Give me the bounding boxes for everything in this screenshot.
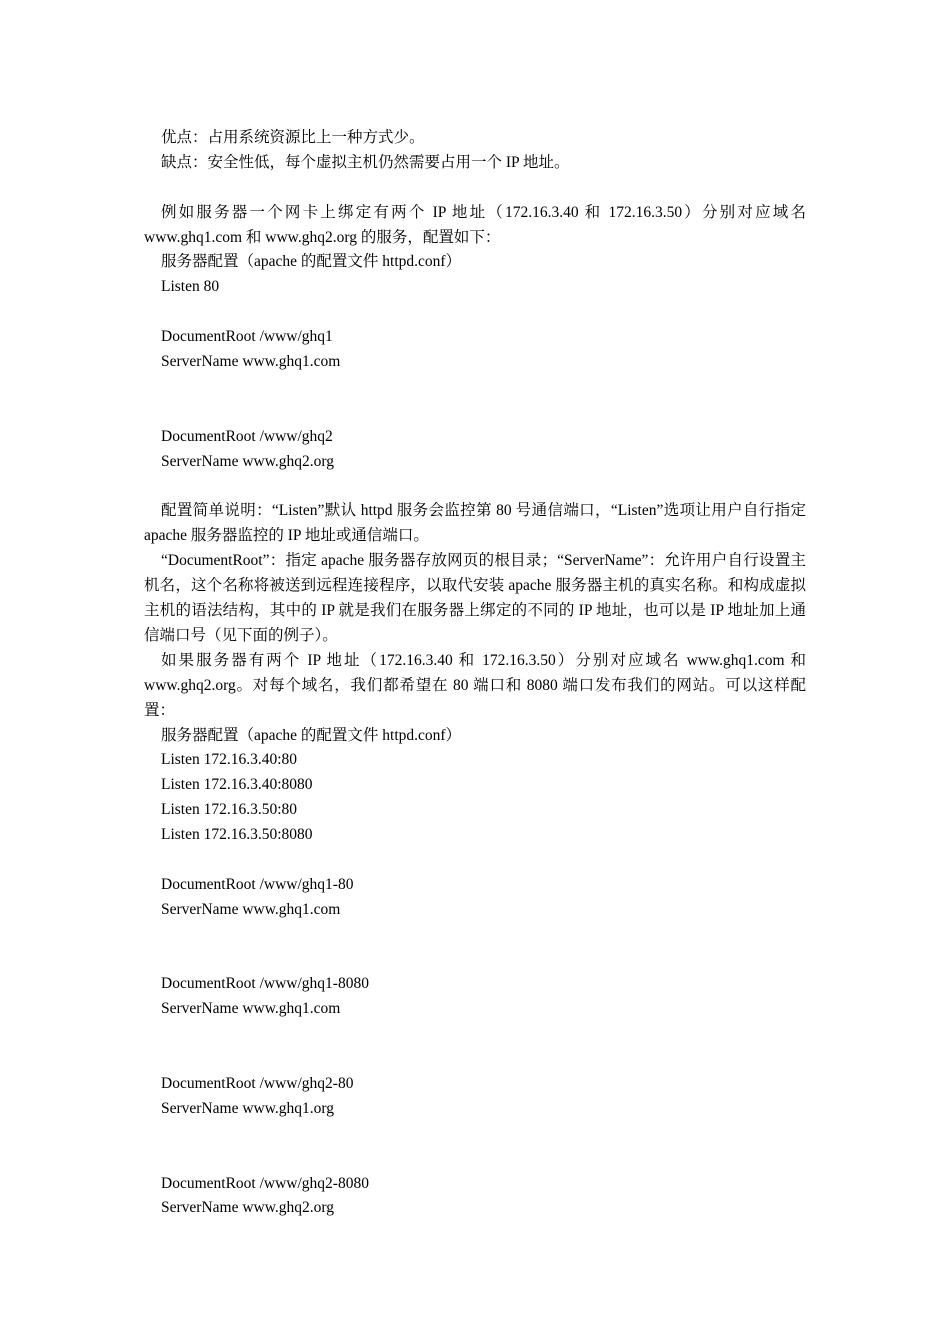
config-line: Listen 172.16.3.40:80 bbox=[161, 751, 298, 769]
config-line: ServerName www.ghq2.org bbox=[161, 1199, 335, 1217]
blank-line bbox=[144, 475, 806, 500]
blank-line bbox=[144, 948, 806, 973]
blank-line bbox=[144, 176, 806, 201]
blank-line bbox=[144, 923, 806, 948]
blank-line bbox=[144, 848, 806, 873]
blank-line bbox=[144, 1147, 806, 1172]
config-line: DocumentRoot /www/ghq2-80 bbox=[161, 1075, 354, 1093]
config-heading: 服务器配置（apache 的配置文件 httpd.conf） bbox=[161, 253, 462, 271]
config-line: ServerName www.ghq1.com bbox=[161, 1000, 341, 1018]
config-line: DocumentRoot /www/ghq1-80 bbox=[161, 875, 354, 893]
config-line: ServerName www.ghq2.org bbox=[161, 452, 335, 470]
cons-line: 缺点：安全性低，每个虚拟主机仍然需要占用一个 IP 地址。 bbox=[161, 153, 570, 171]
document-page bbox=[144, 126, 806, 1221]
explain-docroot: “DocumentRoot”：指定 apache 服务器存放网页的根目录；“ServerName”：允许用户自行设置主机名，这个名称将被送到远程连接程序，以取代安装 apache 服务器主机的真实名称。和构成虚拟主机的语法结构，其中的 IP 就是我们在服务器上绑定的不同的 IP 地址，也可以是 IP 地址加上通信端口号（见下面的例子）。 bbox=[144, 552, 806, 644]
blank-line bbox=[144, 1022, 806, 1047]
config-line: Listen 172.16.3.50:8080 bbox=[161, 826, 313, 844]
blank-line bbox=[144, 1047, 806, 1072]
config-line: Listen 172.16.3.40:8080 bbox=[161, 776, 313, 794]
blank-line bbox=[144, 375, 806, 400]
example2-intro: 如果服务器有两个 IP 地址（172.16.3.40 和 172.16.3.50）分别对应域名 www.ghq1.com 和 www.ghq2.org。对每个域名，我们都希望在 80 端口和 8080 端口发布我们的网站。可以这样配置： bbox=[144, 651, 806, 719]
config-line: Listen 80 bbox=[161, 278, 220, 296]
config-line: DocumentRoot /www/ghq1-8080 bbox=[161, 975, 369, 993]
pros-line: 优点：占用系统资源比上一种方式少。 bbox=[161, 129, 425, 146]
explain-listen: 配置简单说明：“Listen”默认 httpd 服务会监控第 80 号通信端口，“Listen”选项让用户自行指定 apache 服务器监控的 IP 地址或通信端口。 bbox=[144, 502, 806, 545]
blank-line bbox=[144, 400, 806, 425]
blank-line bbox=[144, 300, 806, 325]
config-heading: 服务器配置（apache 的配置文件 httpd.conf） bbox=[161, 726, 462, 744]
config-line: ServerName www.ghq1.com bbox=[161, 353, 341, 371]
config-line: DocumentRoot /www/ghq2-8080 bbox=[161, 1174, 369, 1192]
blank-line bbox=[144, 1122, 806, 1147]
config-line: ServerName www.ghq1.org bbox=[161, 1099, 335, 1117]
config-line: DocumentRoot /www/ghq2 bbox=[161, 427, 333, 445]
example1-intro: 例如服务器一个网卡上绑定有两个 IP 地址（172.16.3.40 和 172.16.3.50）分别对应域名 www.ghq1.com 和 www.ghq2.org 的服务，配置如下： bbox=[144, 203, 806, 246]
config-line: ServerName www.ghq1.com bbox=[161, 900, 341, 918]
config-line: Listen 172.16.3.50:80 bbox=[161, 801, 298, 819]
config-line: DocumentRoot /www/ghq1 bbox=[161, 328, 333, 346]
